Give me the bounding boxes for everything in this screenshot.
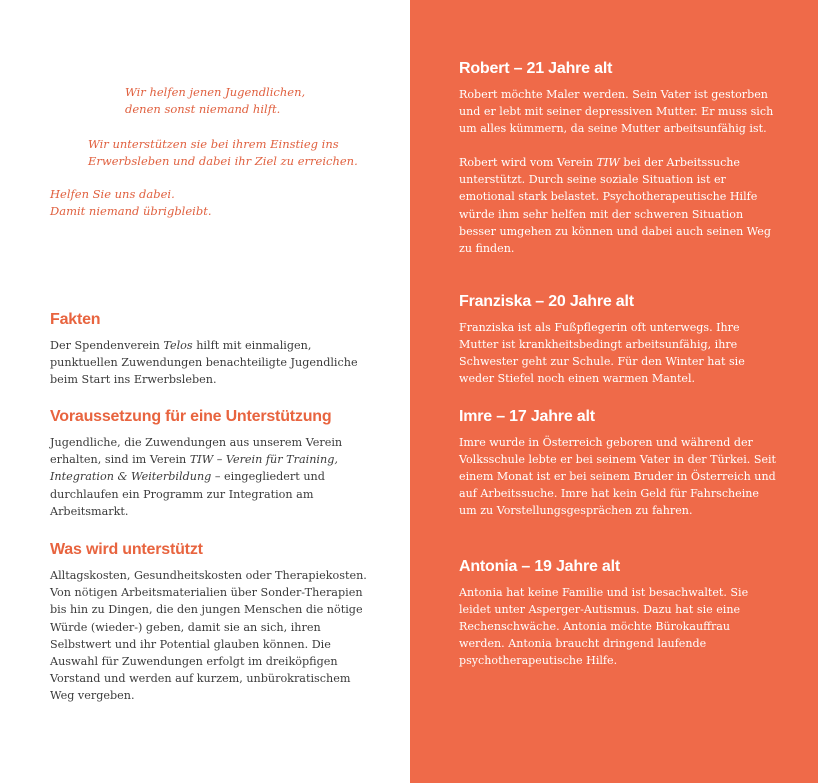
- quote-3: [50, 186, 211, 220]
- imre-heading: Imre – 17 Jahre alt: [459, 408, 595, 425]
- voraussetzung-section: [50, 408, 370, 520]
- franziska-heading: Franziska – 20 Jahre alt: [459, 293, 634, 310]
- fakten-heading: Fakten: [50, 311, 101, 328]
- quote-2-line-1: Wir unterstützen sie bei ihrem Einstieg ins: [88, 137, 339, 151]
- quote-1: [125, 84, 305, 118]
- quote-1-line-2: denen sonst niemand hilft.: [125, 102, 281, 116]
- quote-3-line-2: Damit niemand übrigbleibt.: [50, 204, 212, 218]
- quote-1-line-1: Wir helfen jenen Jugendlichen,: [125, 85, 306, 99]
- antonia-heading: Antonia – 19 Jahre alt: [459, 558, 620, 575]
- franziska-text: Franziska ist als Fußpflegerin oft unterwegs. Ihre Mutter ist krankheitsbedingt arbeitsunfähig, ihre Schwester geht zur Schule. Für den Winter hat sie weder Stiefel noch einen warmen Mantel.: [459, 321, 745, 386]
- antonia-text: Antonia hat keine Familie und ist besachwaltet. Sie leidet unter Asperger-Autismus. Dazu hat sie eine Rechenschwäche. Antonia möchte Bürokauffrau werden. Antonia braucht dringend laufende psychotherapeutische Hilfe.: [459, 586, 749, 668]
- unterstuetzt-heading: Was wird unterstützt: [50, 541, 203, 558]
- fakten-section: [50, 311, 370, 389]
- quote-2: [88, 136, 358, 170]
- imre-text: Imre wurde in Österreich geboren und während der Volksschule lebte er bei seinem Vater in der Türkei. Seit einem Monat ist er bei seinem Bruder in Österreich und auf Arbeitssuche. Imre hat kein Geld für Fahrscheine um zu Vorstellungsgesprächen zu fahren.: [459, 436, 777, 518]
- story-imre: [459, 408, 779, 519]
- voraussetzung-text: Jugendliche, die Zuwendungen aus unserem Verein erhalten, sind im Verein TIW – Verein für Training, Integration & Weiterbildung – eingegliedert und durchlaufen ein Programm zur Integration am Arbeitsmarkt.: [50, 436, 343, 518]
- story-franziska: [459, 293, 779, 387]
- quote-3-line-1: Helfen Sie uns dabei.: [50, 187, 175, 201]
- unterstuetzt-text: Alltagskosten, Gesundheitskosten oder Therapiekosten. Von nötigen Arbeitsmaterialien über Sonder-Therapien bis hin zu Dingen, die den jungen Menschen die nötige Würde (wieder-) geben, damit sie an sich, ihren Selbstwert und ihr Potential glauben können. Die Auswahl für Zuwendungen erfolgt im dreiköpfigen Vorstand und werden auf kurzem, unbürokratischem Weg vergeben.: [50, 569, 367, 703]
- robert-text-2: Robert wird vom Verein TIW bei der Arbeitssuche unterstützt. Durch seine soziale Situation ist er emotional stark belastet. Psychotherapeutische Hilfe würde ihm sehr helfen mit der schweren Situation besser umgehen zu können und dabei auch seinen Weg zu finden.: [459, 156, 771, 255]
- robert-heading: Robert – 21 Jahre alt: [459, 60, 613, 77]
- robert-text-1: Robert möchte Maler werden. Sein Vater ist gestorben und er lebt mit seiner depressiven Mutter. Er muss sich um alles kümmern, da seine Mutter arbeitsunfähig ist.: [459, 88, 774, 136]
- quote-2-line-2: Erwerbsleben und dabei ihr Ziel zu erreichen.: [88, 154, 358, 168]
- fakten-text: Der Spendenverein Telos hilft mit einmaligen, punktuellen Zuwendungen benachteiligte Jugendliche beim Start ins Erwerbsleben.: [50, 339, 358, 387]
- voraussetzung-heading: Voraussetzung für eine Unterstützung: [50, 408, 332, 425]
- story-robert: [459, 60, 779, 257]
- story-antonia: [459, 558, 779, 669]
- unterstuetzt-section: [50, 541, 370, 705]
